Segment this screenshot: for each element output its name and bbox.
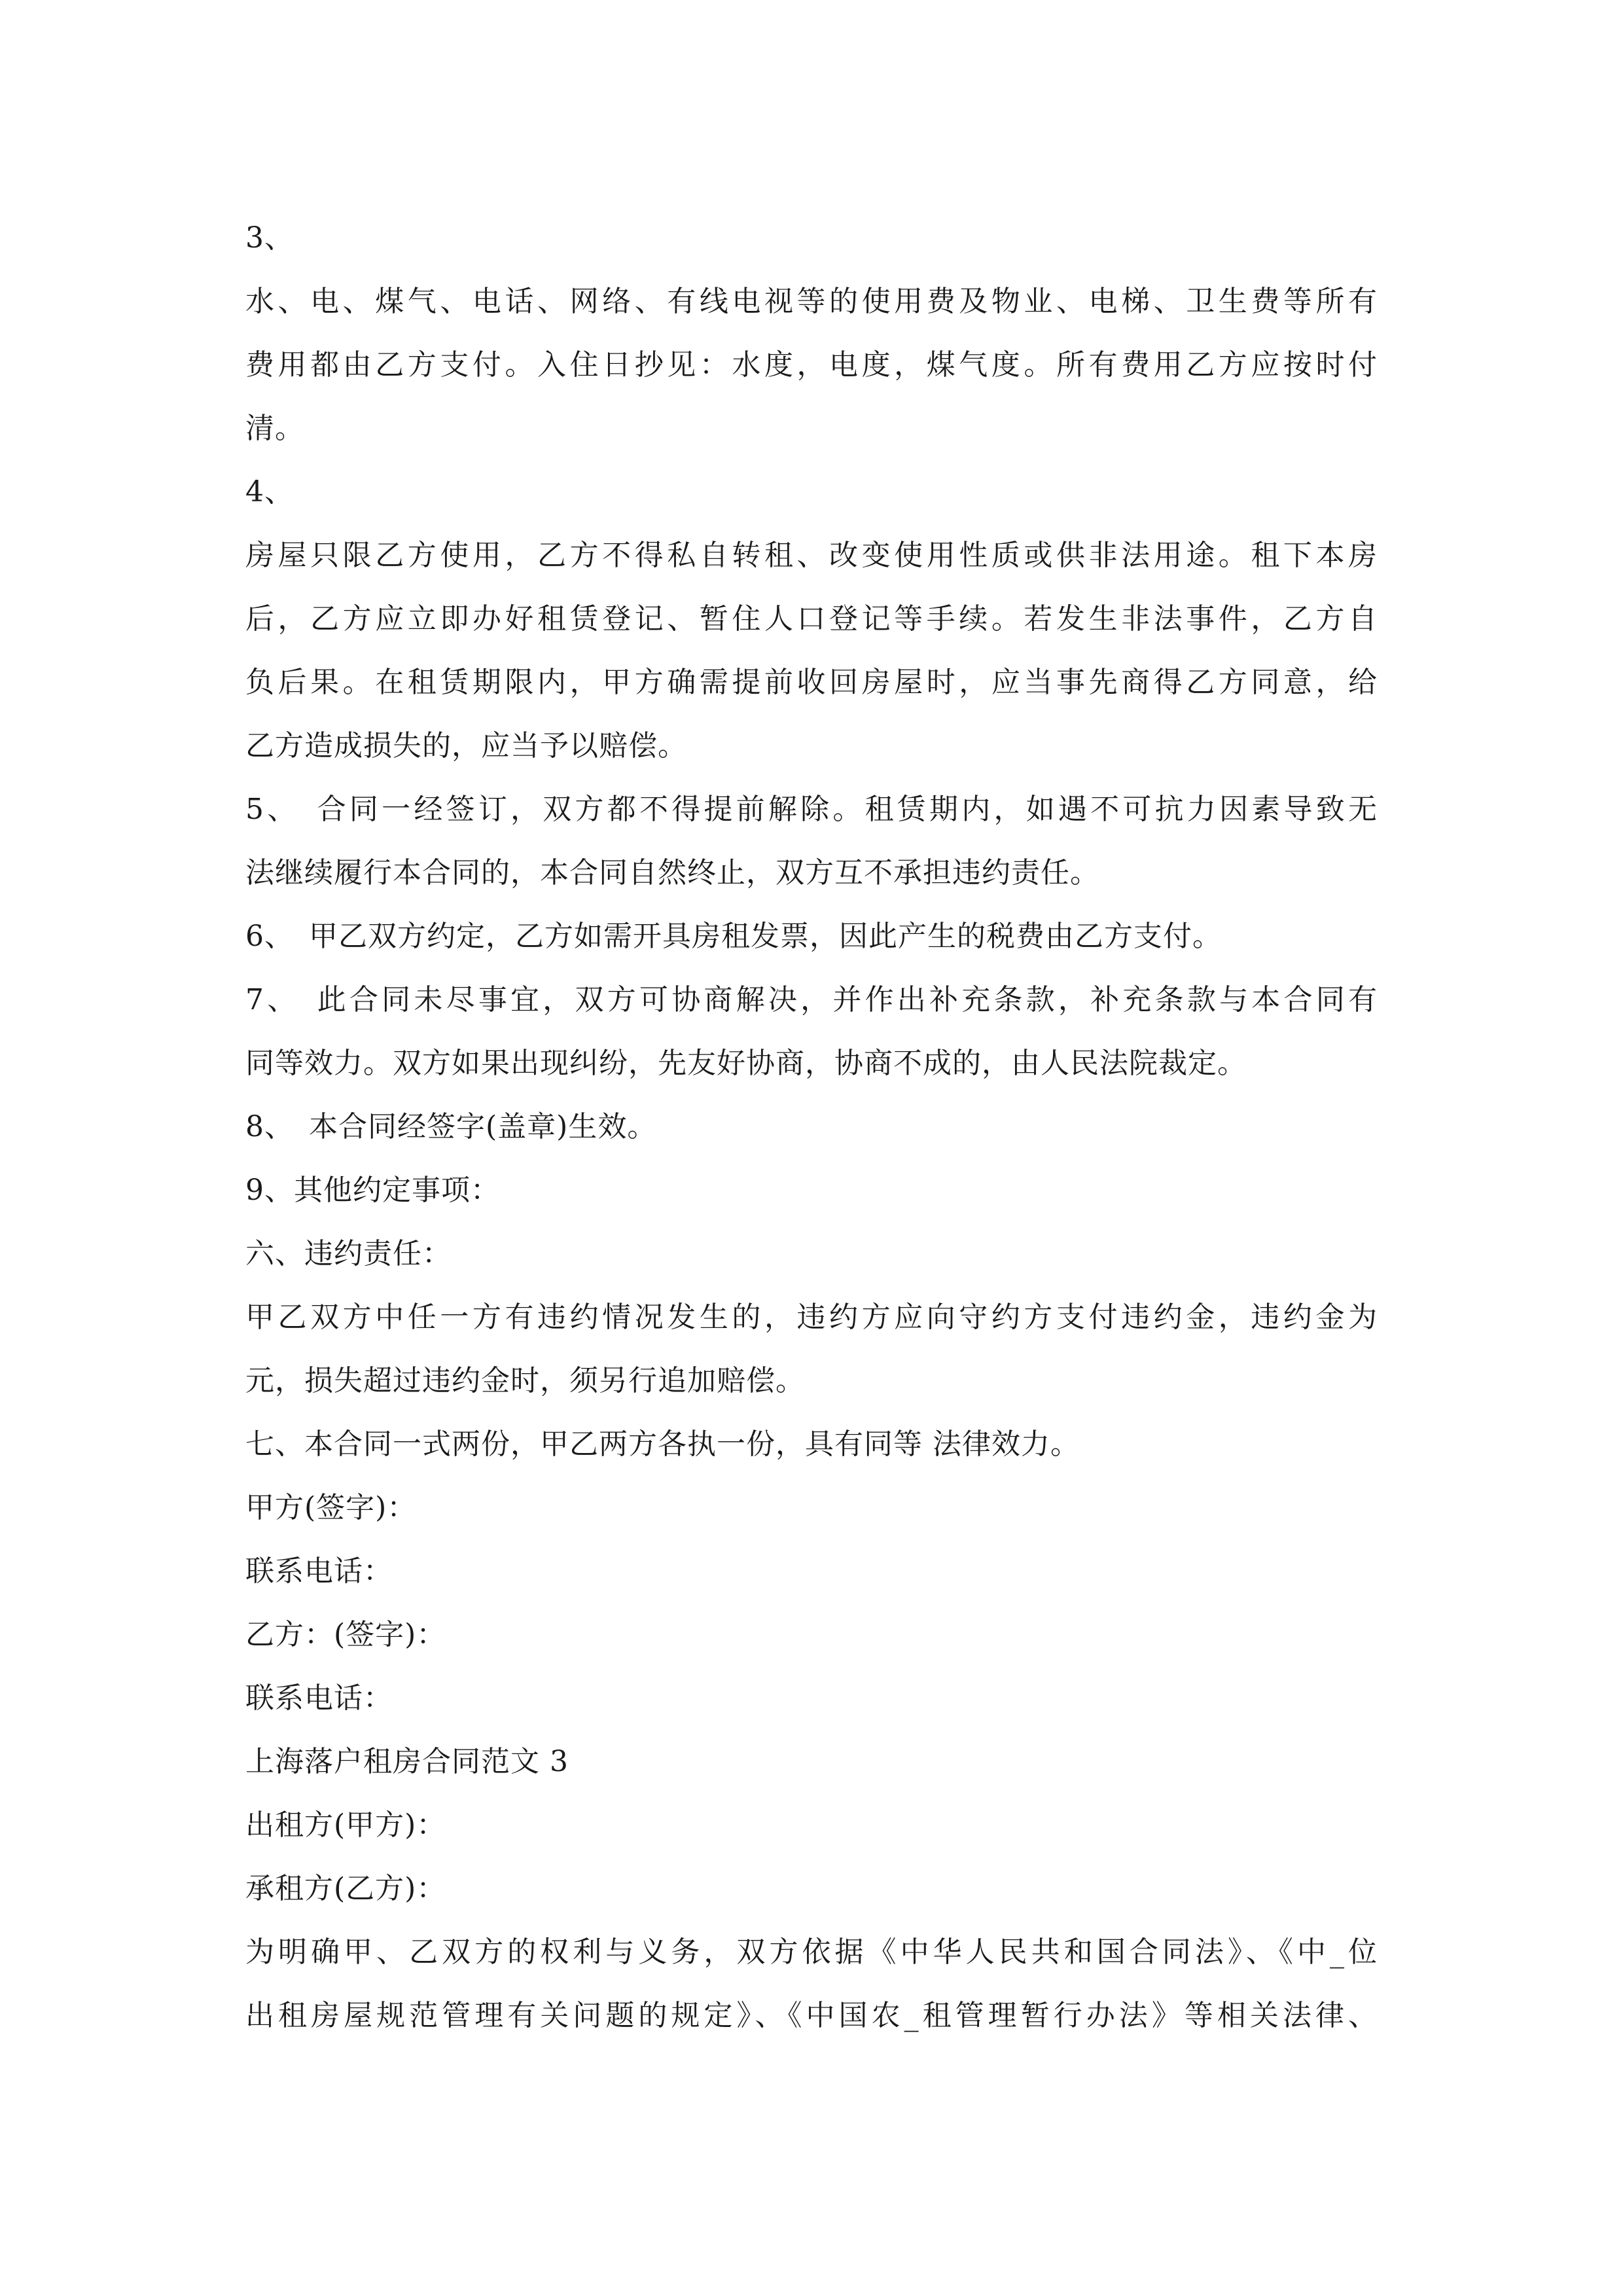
text-line: 负后果。在租赁期限内，甲方确需提前收回房屋时，应当事先商得乙方同意，给 — [245, 666, 1378, 699]
text-line: 8、 本合同经签字(盖章)生效。 — [245, 1110, 657, 1143]
text-line: 甲乙双方中任一方有违约情况发生的，违约方应向守约方支付违约金，违约金为 — [245, 1300, 1378, 1334]
text-line: 承租方(乙方)： — [245, 1872, 446, 1905]
text-line: 5、 合同一经签订，双方都不得提前解除。租赁期内，如遇不可抗力因素导致无 — [245, 793, 1378, 826]
text-line: 甲方(签字)： — [245, 1491, 417, 1524]
text-line: 后，乙方应立即办好租赁登记、暂住人口登记等手续。若发生非法事件，乙方自 — [245, 602, 1378, 636]
text-line: 七、本合同一式两份，甲乙两方各执一份，具有同等 法律效力。 — [245, 1427, 1080, 1461]
text-line: 水、电、煤气、电话、网络、有线电视等的使用费及物业、电梯、卫生费等所有 — [245, 285, 1378, 318]
text-line: 同等效力。双方如果出现纠纷，先友好协商，协商不成的，由人民法院裁定。 — [245, 1047, 1247, 1080]
text-line: 六、违约责任： — [245, 1237, 452, 1270]
text-line: 出租方(甲方)： — [245, 1808, 446, 1842]
text-line: 房屋只限乙方使用，乙方不得私自转租、改变使用性质或供非法用途。租下本房 — [245, 539, 1378, 572]
text-line: 费用都由乙方支付。入住日抄见：水度，电度，煤气度。所有费用乙方应按时付 — [245, 348, 1378, 382]
document-page — [245, 206, 1378, 2047]
text-line: 9、其他约定事项： — [245, 1174, 500, 1207]
text-line: 联系电话： — [245, 1554, 393, 1588]
text-line: 乙方造成损失的，应当予以赔偿。 — [245, 729, 687, 762]
text-line: 法继续履行本合同的，本合同自然终止，双方互不承担违约责任。 — [245, 856, 1099, 889]
text-line: 7、 此合同未尽事宜，双方可协商解决，并作出补充条款，补充条款与本合同有 — [245, 983, 1378, 1016]
text-line: 联系电话： — [245, 1681, 393, 1715]
text-line: 3、 — [245, 221, 294, 255]
text-line: 6、 甲乙双方约定，乙方如需开具房租发票，因此产生的税费由乙方支付。 — [245, 920, 1222, 953]
text-line: 清。 — [245, 412, 304, 445]
text-line: 4、 — [245, 475, 294, 509]
text-line: 上海落户租房合同范文 3 — [245, 1745, 569, 1778]
text-line: 元，损失超过违约金时，须另行追加赔偿。 — [245, 1364, 805, 1397]
text-line: 为明确甲、乙双方的权利与义务，双方依据《中华人民共和国合同法》、《中_位 — [245, 1935, 1378, 1969]
text-line: 出租房屋规范管理有关问题的规定》、《中国农_租管理暂行办法》等相关法律、 — [245, 1999, 1378, 2032]
text-line: 乙方：(签字)： — [245, 1618, 446, 1651]
